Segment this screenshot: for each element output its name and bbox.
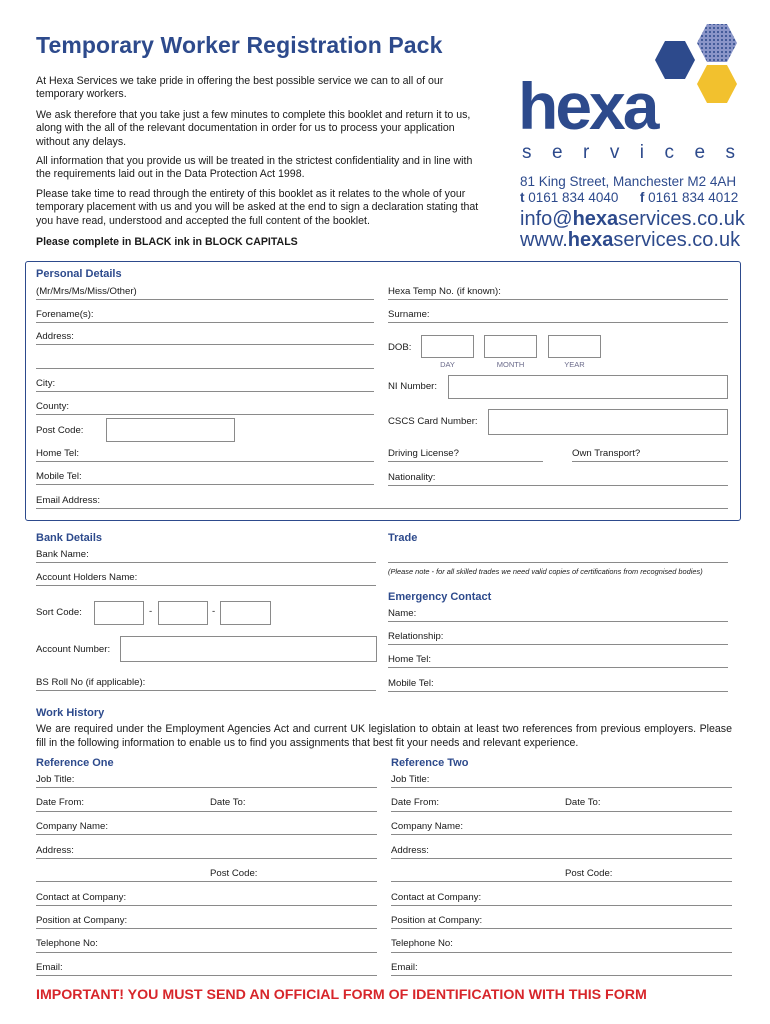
temp-no-label: Hexa Temp No. (if known): xyxy=(388,286,501,297)
dob-year-caption: YEAR xyxy=(564,360,585,369)
ref1-email-field[interactable] xyxy=(36,975,377,976)
ref1-telephone-field[interactable] xyxy=(36,952,377,953)
ref1-contact-label: Contact at Company: xyxy=(36,892,127,903)
ref2-date-from-label: Date From: xyxy=(391,797,439,808)
ref1-dates-field[interactable] xyxy=(36,811,377,812)
sort-code-dash-2: - xyxy=(212,606,216,617)
title-label: (Mr/Mrs/Ms/Miss/Other) xyxy=(36,286,137,297)
reference-one-heading: Reference One xyxy=(36,757,114,769)
emergency-contact-heading: Emergency Contact xyxy=(388,591,492,603)
ref2-company-label: Company Name: xyxy=(391,821,463,832)
emergency-home-tel-field[interactable] xyxy=(388,667,728,668)
ref2-contact-label: Contact at Company: xyxy=(391,892,482,903)
ref1-job-title-label: Job Title: xyxy=(36,774,75,785)
ref1-telephone-label: Telephone No: xyxy=(36,938,98,949)
emergency-relationship-field[interactable] xyxy=(388,644,728,645)
address-field-2[interactable] xyxy=(36,368,374,369)
intro-paragraph-4: Please take time to read through the entirety of this booklet as it relates to the whole of your temporary placement with us and you will be asked at the end to sign a declaration stating that you have read, understood and accepted the full content of the booklet. xyxy=(36,188,479,227)
driving-license-label: Driving License? xyxy=(388,448,459,459)
ref1-email-label: Email: xyxy=(36,962,63,973)
email-label: Email Address: xyxy=(36,495,100,506)
intro-paragraph-1: At Hexa Services we take pride in offering the best possible service we can to all of our temporary workers. xyxy=(36,75,444,101)
ref2-postcode-label: Post Code: xyxy=(565,868,613,879)
logo-services: s e r v i c e s xyxy=(522,142,743,163)
nationality-label: Nationality: xyxy=(388,472,436,483)
ref1-position-field[interactable] xyxy=(36,928,377,929)
ref1-postcode-field[interactable] xyxy=(36,881,377,882)
bank-name-field[interactable] xyxy=(36,562,376,563)
title-field[interactable] xyxy=(36,299,374,300)
bank-name-label: Bank Name: xyxy=(36,549,89,560)
ref2-dates-field[interactable] xyxy=(391,811,732,812)
address-field-1[interactable] xyxy=(36,344,374,345)
tel-number: 0161 834 4040 xyxy=(528,190,619,205)
account-holder-field[interactable] xyxy=(36,585,376,586)
county-label: County: xyxy=(36,401,70,412)
dob-day-caption: DAY xyxy=(440,360,455,369)
bs-roll-label: BS Roll No (if applicable): xyxy=(36,677,146,688)
company-email: info@hexaservices.co.uk xyxy=(520,208,745,230)
ref2-job-title-field[interactable] xyxy=(391,787,732,788)
ref2-position-label: Position at Company: xyxy=(391,915,483,926)
bs-roll-field[interactable] xyxy=(36,690,376,691)
surname-field[interactable] xyxy=(388,322,728,323)
temp-no-field[interactable] xyxy=(388,299,728,300)
ref1-date-to-label: Date To: xyxy=(210,797,246,808)
postcode-label: Post Code: xyxy=(36,425,84,436)
address-label: Address: xyxy=(36,331,74,342)
sort-code-box-2[interactable] xyxy=(158,601,208,625)
cscs-label: CSCS Card Number: xyxy=(388,416,478,427)
account-number-label: Account Number: xyxy=(36,644,111,655)
logo-wordmark: hexa xyxy=(518,69,657,143)
ref1-contact-field[interactable] xyxy=(36,905,377,906)
ink-instruction: Please complete in BLACK ink in BLOCK CAPITALS xyxy=(36,236,298,248)
ref1-address-label: Address: xyxy=(36,845,74,856)
email-field[interactable] xyxy=(36,508,728,509)
city-field[interactable] xyxy=(36,391,374,392)
ref1-job-title-field[interactable] xyxy=(36,787,377,788)
dob-day-box[interactable] xyxy=(421,335,474,358)
ref1-address-field[interactable] xyxy=(36,858,377,859)
ni-label: NI Number: xyxy=(388,381,438,392)
trade-field[interactable] xyxy=(388,562,728,563)
own-transport-field[interactable] xyxy=(572,461,728,462)
cscs-number-box[interactable] xyxy=(488,409,728,435)
ref1-postcode-label: Post Code: xyxy=(210,868,258,879)
city-label: City: xyxy=(36,378,56,389)
ref2-contact-field[interactable] xyxy=(391,905,732,906)
ref2-position-field[interactable] xyxy=(391,928,732,929)
dob-month-box[interactable] xyxy=(484,335,537,358)
emergency-mobile-label: Mobile Tel: xyxy=(388,678,434,689)
sort-code-box-1[interactable] xyxy=(94,601,144,625)
forename-field[interactable] xyxy=(36,322,374,323)
work-history-text: We are required under the Employment Agencies Act and current UK legislation to obtain at least two references from previous employers. Please fill in the following information to enable us to find you assignments that best fit your needs and relevant experience. xyxy=(36,723,732,749)
mobile-tel-field[interactable] xyxy=(36,484,374,485)
ref2-address-field[interactable] xyxy=(391,858,732,859)
account-number-box[interactable] xyxy=(120,636,377,662)
sort-code-label: Sort Code: xyxy=(36,607,82,618)
page-title: Temporary Worker Registration Pack xyxy=(36,32,443,58)
ni-number-box[interactable] xyxy=(448,375,728,399)
reference-two-heading: Reference Two xyxy=(391,757,469,769)
ref2-telephone-field[interactable] xyxy=(391,952,732,953)
ref2-email-field[interactable] xyxy=(391,975,732,976)
company-phones xyxy=(520,190,738,205)
ref1-date-from-label: Date From: xyxy=(36,797,84,808)
trade-note: (Please note - for all skilled trades we need valid copies of certifications from recognised bodies) xyxy=(388,567,703,576)
tel-prefix: t xyxy=(520,190,525,205)
bank-details-heading: Bank Details xyxy=(36,532,103,544)
ref2-telephone-label: Telephone No: xyxy=(391,938,453,949)
nationality-field[interactable] xyxy=(388,485,728,486)
company-website: www.hexaservices.co.uk xyxy=(520,229,741,251)
driving-license-field[interactable] xyxy=(388,461,543,462)
home-tel-field[interactable] xyxy=(36,461,374,462)
emergency-relationship-label: Relationship: xyxy=(388,631,444,642)
ref2-email-label: Email: xyxy=(391,962,418,973)
ref2-job-title-label: Job Title: xyxy=(391,774,430,785)
ref2-address-label: Address: xyxy=(391,845,429,856)
emergency-home-tel-label: Home Tel: xyxy=(388,654,432,665)
company-address: 81 King Street, Manchester M2 4AH xyxy=(520,174,737,189)
personal-details-heading: Personal Details xyxy=(36,268,122,280)
own-transport-label: Own Transport? xyxy=(572,448,641,459)
fax-prefix: f xyxy=(639,190,645,205)
ref1-position-label: Position at Company: xyxy=(36,915,128,926)
intro-paragraph-3: All information that you provide us will be treated in the strictest confidentiality and in line with the requirements laid out in the Data Protection Act 1998. xyxy=(36,155,473,181)
work-history-heading: Work History xyxy=(36,707,105,719)
sort-code-dash-1: - xyxy=(149,606,153,617)
account-holder-label: Account Holders Name: xyxy=(36,572,138,583)
emergency-name-label: Name: xyxy=(388,608,417,619)
trade-heading: Trade xyxy=(388,532,418,544)
postcode-box[interactable] xyxy=(106,418,235,442)
ref2-date-to-label: Date To: xyxy=(565,797,601,808)
emergency-mobile-field[interactable] xyxy=(388,691,728,692)
intro-paragraph-2: We ask therefore that you take just a few minutes to complete this booklet and return it to us, along with the all of the relevant documentation in order for us to process your application without any delays. xyxy=(36,109,471,148)
ref1-company-label: Company Name: xyxy=(36,821,108,832)
surname-label: Surname: xyxy=(388,309,430,320)
ref2-postcode-field[interactable] xyxy=(391,881,732,882)
important-id-notice: IMPORTANT! YOU MUST SEND AN OFFICIAL FORM OF IDENTIFICATION WITH THIS FORM xyxy=(36,987,647,1003)
emergency-name-field[interactable] xyxy=(388,621,728,622)
dob-label: DOB: xyxy=(388,342,412,353)
forename-label: Forename(s): xyxy=(36,309,94,320)
ref2-company-field[interactable] xyxy=(391,834,732,835)
sort-code-box-3[interactable] xyxy=(220,601,271,625)
county-field[interactable] xyxy=(36,414,374,415)
home-tel-label: Home Tel: xyxy=(36,448,80,459)
dob-year-box[interactable] xyxy=(548,335,601,358)
fax-number: 0161 834 4012 xyxy=(648,190,739,205)
ref1-company-field[interactable] xyxy=(36,834,377,835)
dob-month-caption: MONTH xyxy=(496,360,525,369)
mobile-tel-label: Mobile Tel: xyxy=(36,471,82,482)
